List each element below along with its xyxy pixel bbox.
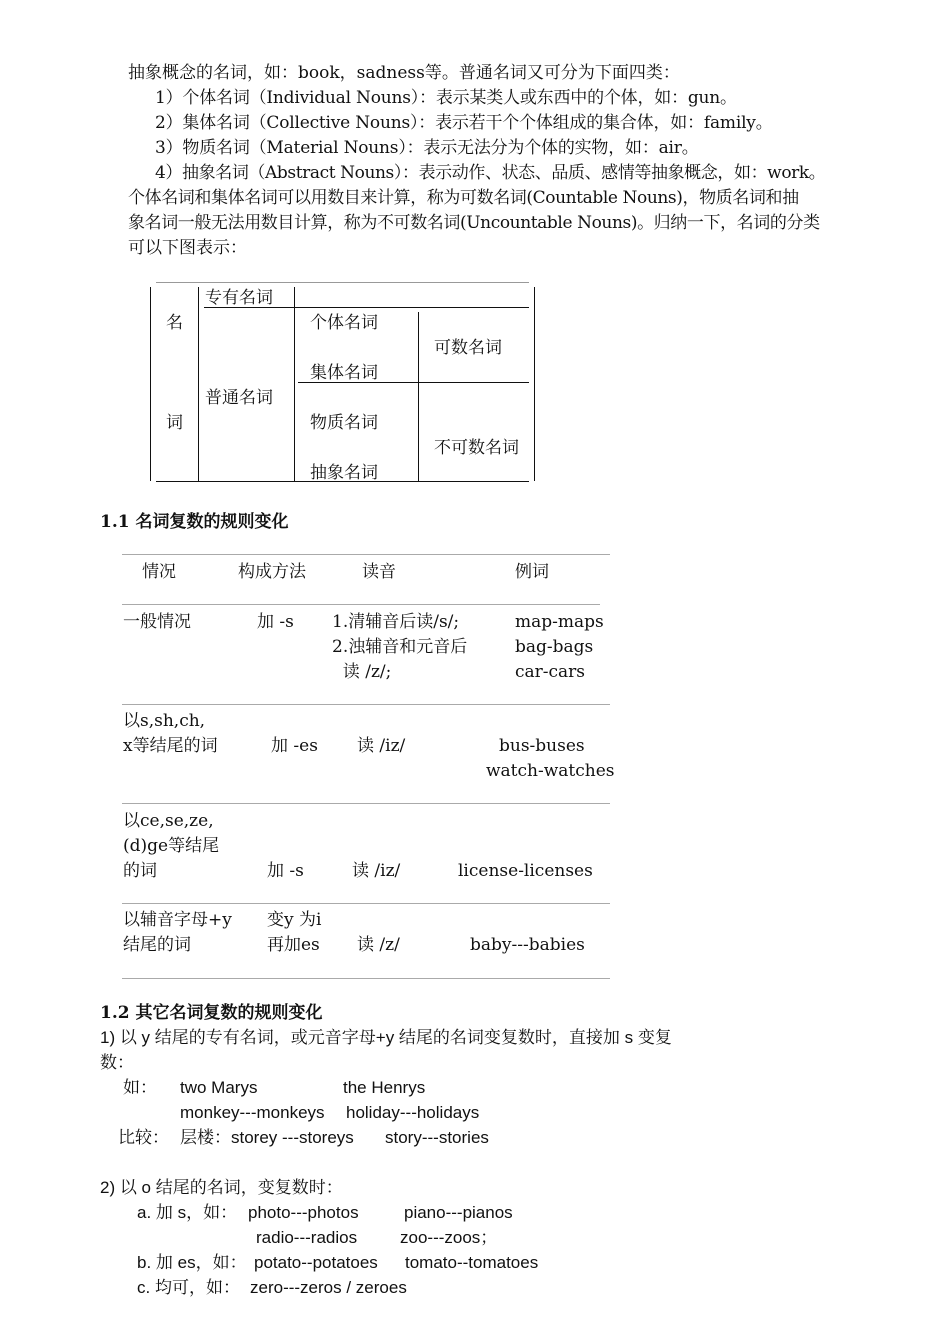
list-item: 2）集体名词（Collective Nouns）：表示若干个个体组成的集合体，如：family。 <box>155 113 773 133</box>
paragraph-line: 象名词一般无法用数目计算，称为不可数名词(Uncountable Nouns)。归纳一下，名词的分类 <box>128 213 820 233</box>
diagram-divider <box>294 287 295 481</box>
noun-label: 名 <box>166 313 183 333</box>
sub-rule-label: c. 均可，如： <box>137 1278 240 1297</box>
example-text: two Marys <box>180 1078 258 1097</box>
table-header: 例词 <box>515 562 549 582</box>
example-text: photo---photos <box>248 1203 359 1222</box>
table-rule <box>122 903 610 904</box>
table-cell: 读 /iz/ <box>352 861 401 881</box>
table-cell: 加 -s <box>267 861 304 881</box>
table-rule <box>122 604 600 605</box>
rule-text: 1) 以 y 结尾的专有名词，或元音字母+y 结尾的名词变复数时，直接加 s 变复 <box>100 1028 672 1047</box>
example-text: zero---zeros / zeroes <box>250 1278 407 1297</box>
material-noun-label: 物质名词 <box>310 413 378 433</box>
table-cell: 以s,sh,ch, <box>123 711 206 731</box>
table-cell: (d)ge等结尾 <box>123 836 220 856</box>
table-cell: 一般情况 <box>123 612 191 632</box>
collective-noun-label: 集体名词 <box>310 363 378 383</box>
individual-noun-label: 个体名词 <box>310 313 378 333</box>
example-text: tomato--tomatoes <box>405 1253 539 1272</box>
intro-line: 抽象概念的名词，如：book，sadness等。普通名词又可分为下面四类： <box>128 63 680 83</box>
example-text: zoo---zoos； <box>400 1228 498 1247</box>
list-item: 1）个体名词（Individual Nouns）：表示某类人或东西中的个体，如：gun。 <box>155 88 737 108</box>
table-header: 情况 <box>142 562 176 582</box>
table-cell: car-cars <box>515 662 586 682</box>
example-text: potato--potatoes <box>254 1253 378 1272</box>
table-rule <box>122 803 610 804</box>
table-cell: 读 /z/; <box>332 662 392 682</box>
list-item: 3）物质名词（Material Nouns）：表示无法分为个体的实物，如：air。 <box>155 138 699 158</box>
table-cell: bag-bags <box>515 637 594 657</box>
example-text: story---stories <box>385 1128 489 1147</box>
sub-rule-label: a. 加 s，如： <box>137 1203 238 1222</box>
table-cell: 以辅音字母+y <box>123 910 232 930</box>
diagram-divider <box>198 287 199 481</box>
table-cell: 再加es <box>267 935 320 955</box>
section-heading: 1.2 其它名词复数的规则变化 <box>100 1003 323 1023</box>
compare-label: 比较： <box>118 1128 169 1147</box>
sub-rule-label: b. 加 es，如： <box>137 1253 247 1272</box>
proper-noun-label: 专有名词 <box>205 288 273 308</box>
noun-label: 词 <box>166 413 183 433</box>
example-text: monkey---monkeys <box>180 1103 325 1122</box>
table-cell: map-maps <box>515 612 604 632</box>
table-cell: 加 -es <box>271 736 318 756</box>
diagram-top-rule <box>156 282 529 283</box>
table-rule <box>122 704 610 705</box>
table-header: 读音 <box>362 562 396 582</box>
rule-text: 2) 以 o 结尾的名词，变复数时： <box>100 1178 343 1197</box>
example-text: 层楼：storey ---storeys <box>180 1128 354 1147</box>
example-text: the Henrys <box>343 1078 426 1097</box>
uncountable-noun-label: 不可数名词 <box>434 438 519 458</box>
table-rule <box>122 978 610 979</box>
diagram-left-border <box>150 287 151 481</box>
table-cell: 读 /z/ <box>357 935 400 955</box>
common-noun-label: 普通名词 <box>205 388 273 408</box>
table-cell: 读 /iz/ <box>357 736 406 756</box>
table-cell: 以ce,se,ze, <box>123 811 214 831</box>
example-text: radio---radios <box>256 1228 358 1247</box>
table-cell: 1.清辅音后读/s/; <box>332 612 460 632</box>
paragraph-line: 可以下图表示： <box>128 238 247 258</box>
table-cell: 的词 <box>123 861 157 881</box>
table-cell: 变y 为i <box>267 910 322 930</box>
diagram-divider <box>418 312 419 481</box>
example-text: piano---pianos <box>404 1203 513 1222</box>
diagram-right-border <box>534 287 535 481</box>
paragraph-line: 个体名词和集体名词可以用数目来计算，称为可数名词(Countable Nouns)，物质名词和抽 <box>128 188 799 208</box>
table-cell: 结尾的词 <box>123 935 191 955</box>
list-item: 4）抽象名词（Abstract Nouns）：表示动作、状态、品质、感情等抽象概念，如：work。 <box>155 163 826 183</box>
table-cell: watch-watches <box>486 761 615 781</box>
rule-text: 数： <box>100 1053 134 1072</box>
section-heading: 1.1 名词复数的规则变化 <box>100 512 289 532</box>
table-cell: 加 -s <box>257 612 294 632</box>
abstract-noun-label: 抽象名词 <box>310 463 378 483</box>
countable-noun-label: 可数名词 <box>434 338 502 358</box>
table-header: 构成方法 <box>238 562 306 582</box>
table-cell: bus-buses <box>499 736 585 756</box>
example-text: holiday---holidays <box>346 1103 480 1122</box>
table-cell: x等结尾的词 <box>123 736 218 756</box>
example-label: 如： <box>123 1078 157 1097</box>
table-cell: license-licenses <box>458 861 593 881</box>
table-rule <box>122 554 610 555</box>
table-cell: baby---babies <box>470 935 585 955</box>
table-cell: 2.浊辅音和元音后 <box>332 637 468 657</box>
